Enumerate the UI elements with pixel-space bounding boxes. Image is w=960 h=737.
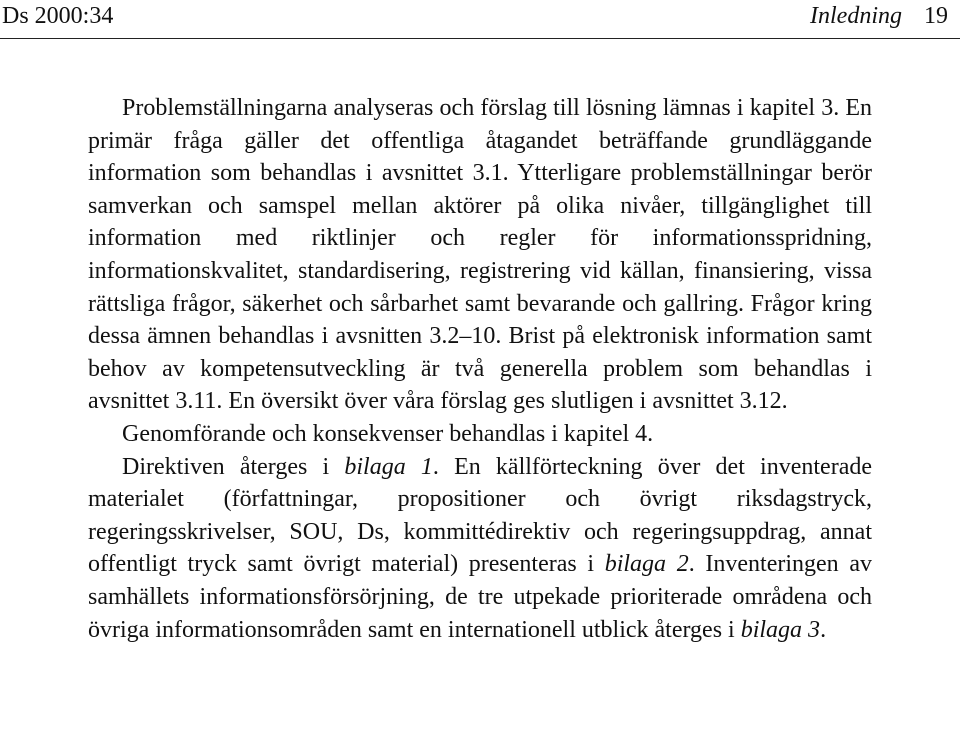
- section-title: Inledning: [810, 3, 902, 29]
- paragraph-text: Direktiven återges i: [122, 453, 345, 480]
- running-header: [0, 0, 960, 39]
- paragraph-consequences: [88, 418, 872, 451]
- paragraph-text: Genomförande och konsekvenser behandlas i kapitel 4.: [122, 420, 654, 447]
- appendix-ref-2: bilaga 2: [604, 551, 689, 578]
- paragraph-problems: [88, 92, 872, 418]
- paragraph-text: . Inventeringen av samhällets informationsförsörjning, de tre utpekade prioriterade områdena och övriga informationsområden samt en internationell utblick återges i: [88, 551, 872, 643]
- paragraph-appendices: [88, 451, 872, 647]
- body-text: [88, 92, 872, 646]
- paragraph-text: . En källförteckning över det inventerade materialet (författningar, propositioner och övrigt riksdagstryck, regeringsskrivelser, SOU, Ds, kommittédirektiv och regeringsuppdrag, annat offentligt tryck samt övrigt material) presenteras i: [88, 453, 872, 578]
- paragraph-text: Problemställningarna analyseras och förslag till lösning lämnas i kapitel 3. En primär fråga gäller det offentliga åtagandet beträffande grundläggande information som behandlas i avsnittet 3.1. Ytterligare problemställningar berör samverkan och samspel mellan aktörer på olika nivåer, tillgänglighet till information med riktlinjer och regler för informationsspridning, informationskvalitet, standardisering, registrering vid källan, finansiering, vissa rättsliga frågor, säkerhet och sårbarhet samt bevarande och gallring. Frågor kring dessa ämnen behandlas i avsnitten 3.2–10. Brist på elektronisk information samt behov av kompetensutveckling är två generella problem som behandlas i avsnittet 3.11. En översikt över våra förslag ges slutligen i avsnittet 3.12.: [88, 95, 872, 415]
- header-right-group: [810, 0, 948, 32]
- paragraph-text: .: [820, 616, 827, 643]
- page-number: 19: [924, 3, 948, 29]
- document-id: Ds 2000:34: [2, 3, 114, 29]
- appendix-ref-1: bilaga 1: [344, 453, 433, 480]
- appendix-ref-3: bilaga 3: [740, 616, 821, 643]
